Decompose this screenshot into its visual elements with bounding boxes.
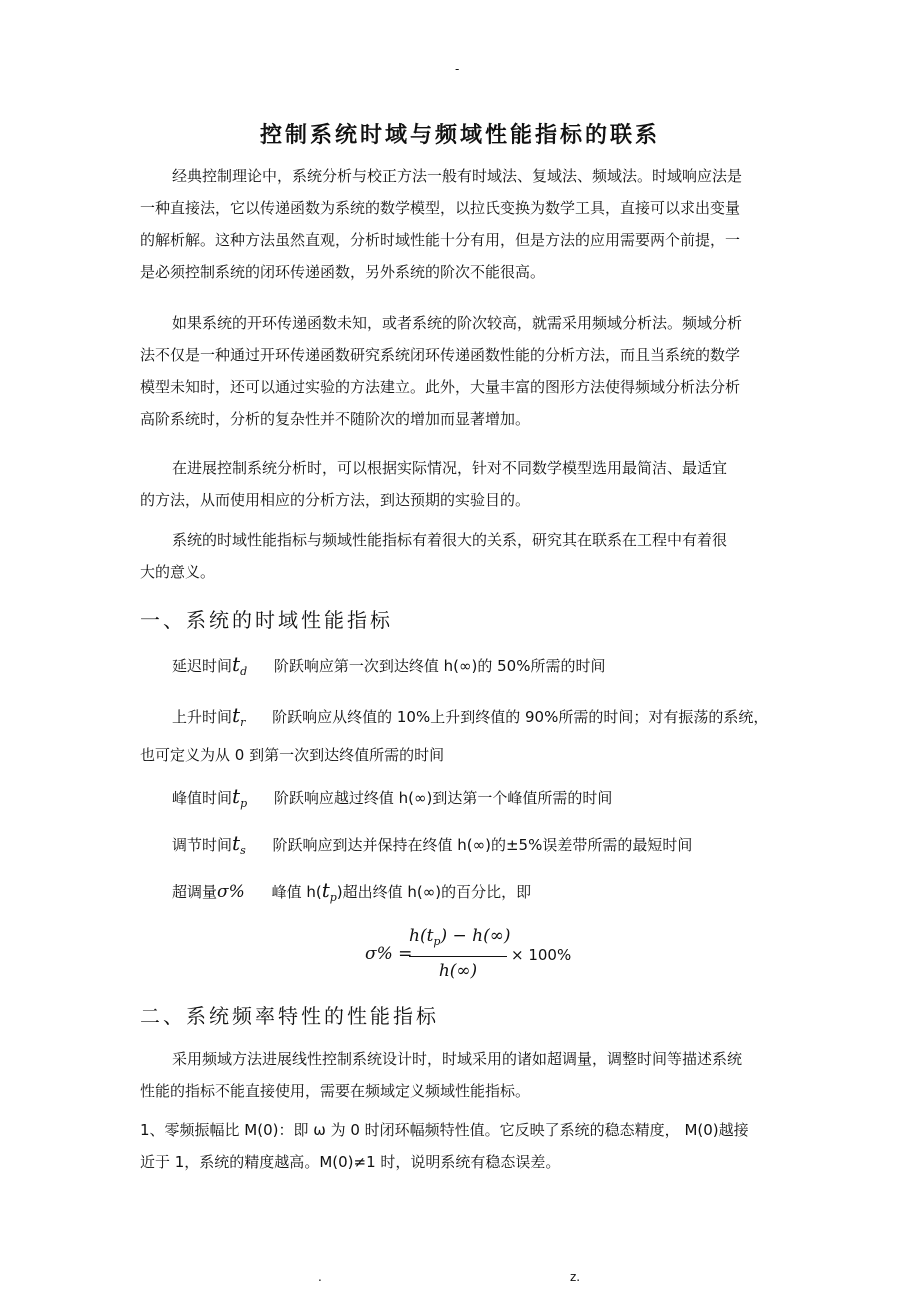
metric-label: 延迟时间 [172,657,233,675]
section-1-heading: 一、系统的时域性能指标 [140,608,393,632]
freq-line-2: 法不仅是一种通过开环传递函数研究系统闭环传递函数性能的分析方法，而且当系统的数学 [140,346,741,364]
footer-right-mark: z. [570,1270,581,1284]
intro-line-2: 一种直接法，它以传递函数为系统的数学模型，以拉氏变换为数学工具，直接可以求出变量 [140,199,741,217]
metric-symbol: σ% [217,882,245,902]
freq-line-3: 模型未知时，还可以通过实验的方法建立。此外，大量丰富的图形方法使得频域分析法分析 [140,378,741,396]
metric-rise-time [140,703,768,729]
practice-line-2: 的方法，从而使用相应的分析方法，到达预期的实验目的。 [140,491,531,509]
relation-line-1: 系统的时域性能指标与频域性能指标有着很大的关系，研究其在联系在工程中有着很 [172,531,728,549]
metric-subscript: p [240,797,248,810]
document-title: 控制系统时域与频域性能指标的联系 [259,123,660,148]
practice-line-1: 在进展控制系统分析时，可以根据实际情况，针对不同数学模型选用最简洁、最适宜 [172,459,728,477]
metric-desc: 阶跃响应越过终值 h(∞)到达第一个峰值所需的时间 [273,789,613,807]
metric-desc-a: 峰值 h( [271,883,322,901]
formula-fraction [409,924,511,983]
section-2-paragraph [140,1043,790,1107]
relation-line-2: 大的意义。 [140,563,216,581]
metric-subscript: r [240,716,246,729]
metric-desc: 阶跃响应第一次到达终值 h(∞)的 50%所需的时间 [273,657,606,675]
metric-symbol: t [232,831,241,855]
metric-subscript: s [240,844,246,857]
formula-denominator: h(∞) [438,961,478,981]
section-2-heading: 二、系统频率特性的性能指标 [140,1004,439,1028]
metric-rise-time-cont: 也可定义为从 0 到第一次到达终值所需的时间 [140,746,445,764]
intro-paragraph [140,160,790,288]
item-1-paragraph [140,1114,790,1178]
metric-label: 峰值时间 [172,789,233,807]
freq-line-4: 高阶系统时，分析的复杂性并不随阶次的增加而显著增加。 [140,410,531,428]
intro-line-4: 是必须控制系统的闭环传递函数，另外系统的阶次不能很高。 [140,263,546,281]
metric-inline-symbol: t [321,878,330,902]
footer-left-mark: . [318,1270,322,1284]
fraction-bar [409,956,507,957]
intro-line-1: 经典控制理论中，系统分析与校正方法一般有时域法、复域法、频域法。时域响应法是 [172,167,743,185]
metric-desc-b: )超出终值 h(∞)的百分比，即 [336,883,532,901]
sec2-line-1: 采用频域方法进展线性控制系统设计时，时域采用的诸如超调量，调整时间等描述系统 [172,1050,743,1068]
metric-settling-time [140,831,692,857]
metric-desc: 阶跃响应从终值的 10%上升到终值的 90%所需的时间；对有振荡的系统， [272,708,769,726]
formula-rhs: × 100% [511,946,572,964]
metric-desc: 阶跃响应到达并保持在终值 h(∞)的±5%误差带所需的最短时间 [272,836,693,854]
relation-paragraph [140,524,790,588]
metric-label: 调节时间 [172,836,233,854]
formula-num-sub: p [433,935,441,948]
metric-inline-subscript: p [329,891,337,904]
formula-lhs: σ% = [365,944,413,964]
metric-peak-time [140,784,612,810]
metric-symbol: t [232,652,241,676]
metric-symbol: t [232,703,241,727]
freq-line-1: 如果系统的开环传递函数未知，或者系统的阶次较高，就需采用频域分析法。频域分析 [172,314,743,332]
metric-subscript: d [240,665,248,678]
metric-symbol: t [232,784,241,808]
metric-overshoot [140,878,531,904]
item1-line-2: 近于 1，系统的精度越高。M(0)≠1 时，说明系统有稳态误差。 [140,1153,561,1171]
formula-numerator [409,924,511,954]
metric-label: 上升时间 [172,708,233,726]
header-mark: - [455,62,460,76]
item1-line-1: 1、零频振幅比 M(0)：即 ω 为 0 时闭环幅频特性值。它反映了系统的稳态精度， M(0)越接 [140,1121,749,1139]
practice-paragraph [140,452,790,516]
metric-label: 超调量 [172,883,218,901]
formula-num-main: h(t [409,926,434,946]
sec2-line-2: 性能的指标不能直接使用，需要在频域定义频域性能指标。 [140,1082,531,1100]
metric-delay-time [140,652,605,678]
frequency-paragraph [140,307,790,435]
intro-line-3: 的解析解。这种方法虽然直观，分析时域性能十分有用，但是方法的应用需要两个前提，一 [140,231,741,249]
formula-num-rest: ) − h(∞) [440,926,511,946]
